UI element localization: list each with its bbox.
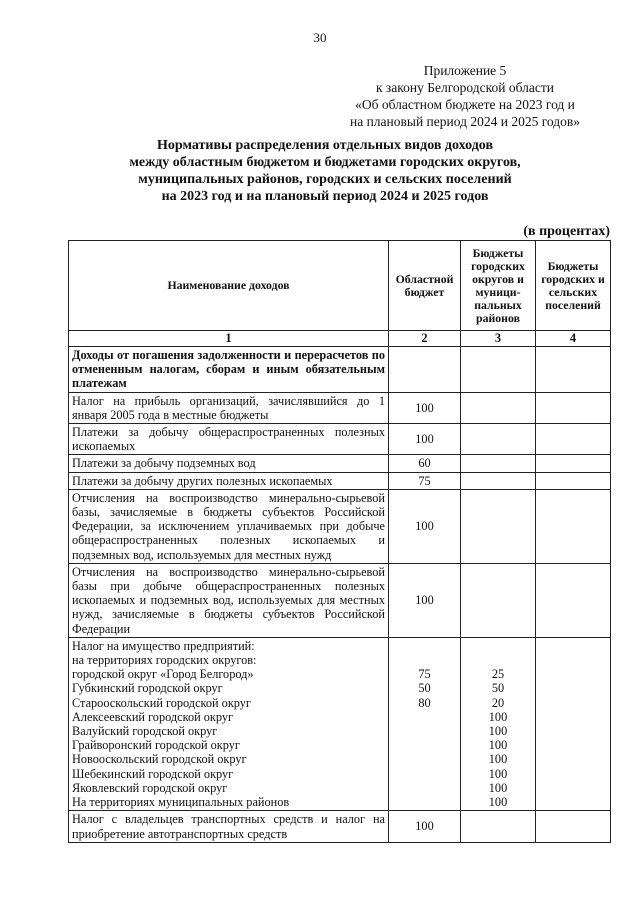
property-tax-value xyxy=(389,653,460,667)
header-row xyxy=(69,241,611,331)
property-tax-value xyxy=(389,710,460,724)
table-row xyxy=(69,811,611,842)
property-tax-value: 80 xyxy=(418,695,431,710)
row-name: Платежи за добычу других полезных ископаемых xyxy=(69,472,389,489)
header-city: Бюджеты городских округов и муници-пальных районов xyxy=(461,241,536,331)
row-city xyxy=(461,472,536,489)
col-number: 1 xyxy=(69,331,389,347)
header-rural: Бюджеты городских и сельских поселений xyxy=(536,241,611,331)
property-tax-line: Налог на имущество предприятий: xyxy=(72,638,255,653)
property-tax-value xyxy=(461,639,535,653)
row-name: Доходы от погашения задолженности и перерасчетов по отмененным налогам, сборам и иным обязательным платежам xyxy=(69,347,389,393)
property-tax-row xyxy=(69,637,611,810)
appendix-line: «Об областном бюджете на 2023 год и xyxy=(355,97,575,112)
property-tax-value: 100 xyxy=(488,766,508,781)
row-regional: 100 xyxy=(389,424,461,455)
appendix-line: к закону Белгородской области xyxy=(376,80,554,95)
table-row xyxy=(69,563,611,637)
row-name: Платежи за добычу общераспространенных полезных ископаемых xyxy=(69,424,389,455)
property-tax-value: 100 xyxy=(488,780,508,795)
row-city xyxy=(461,489,536,563)
appendix-block xyxy=(320,62,610,130)
revenue-distribution-table xyxy=(68,240,611,843)
row-regional: 100 xyxy=(389,489,461,563)
row-rural xyxy=(536,455,611,472)
header-name: Наименование доходов xyxy=(69,241,389,331)
unit-note: (в процентах) xyxy=(523,224,610,239)
property-tax-value: 50 xyxy=(418,681,431,696)
property-tax-line: городской округ «Город Белгород» xyxy=(72,667,254,682)
row-name: Отчисления на воспроизводство минерально-сырьевой базы, зачисляемые в бюджеты субъектов Российской Федерации, за исключением уплачиваемых при добыче общераспространенных полезных ископаемых и подземных вод, используемых для местных нужд xyxy=(69,489,389,563)
row-city xyxy=(461,424,536,455)
property-tax-line: Яковлевский городской округ xyxy=(72,780,228,795)
row-regional: 75 xyxy=(389,472,461,489)
row-rural xyxy=(536,347,611,393)
header-regional: Областной бюджет xyxy=(389,241,461,331)
property-tax-value: 100 xyxy=(488,724,508,739)
property-tax-rural xyxy=(536,637,611,810)
title-line: между областным бюджетом и бюджетами городских округов, xyxy=(129,155,521,170)
row-name: Налог на прибыль организаций, зачислявшийся до 1 января 2005 года в местные бюджеты xyxy=(69,392,389,423)
title-line: Нормативы распределения отдельных видов доходов xyxy=(157,138,493,153)
property-tax-city xyxy=(461,637,536,810)
title-line: муниципальных районов, городских и сельских поселений xyxy=(138,172,512,187)
property-tax-value: 100 xyxy=(488,795,508,810)
property-tax-value xyxy=(389,738,460,752)
table-row xyxy=(69,455,611,472)
page-number: 30 xyxy=(313,30,327,45)
property-tax-line: Шебекинский городской округ xyxy=(72,766,234,781)
document-title xyxy=(60,137,590,205)
col-number: 2 xyxy=(389,331,461,347)
row-regional: 100 xyxy=(389,563,461,637)
property-tax-value: 100 xyxy=(488,709,508,724)
row-city xyxy=(461,563,536,637)
property-tax-value: 20 xyxy=(491,695,505,710)
property-tax-value xyxy=(389,639,460,653)
appendix-line: Приложение 5 xyxy=(423,63,507,78)
row-rural xyxy=(536,489,611,563)
property-tax-value: 75 xyxy=(418,667,431,682)
row-city xyxy=(461,392,536,423)
title-line: на 2023 год и на плановый период 2024 и 2025 годов xyxy=(161,189,489,204)
row-regional: 100 xyxy=(389,392,461,423)
row-rural xyxy=(536,563,611,637)
row-rural xyxy=(536,472,611,489)
property-tax-value xyxy=(389,781,460,795)
table-row xyxy=(69,347,611,393)
row-rural xyxy=(536,811,611,842)
column-number-row xyxy=(69,331,611,347)
row-city xyxy=(461,455,536,472)
property-tax-value: 50 xyxy=(491,681,505,696)
property-tax-regional xyxy=(389,637,461,810)
row-name: Платежи за добычу подземных вод xyxy=(69,455,389,472)
table-row xyxy=(69,489,611,563)
property-tax-line: на территориях городских округов: xyxy=(72,653,257,668)
property-tax-line: Валуйский городской округ xyxy=(72,724,218,739)
property-tax-line: Старооскольский городской округ xyxy=(72,695,251,710)
row-regional xyxy=(389,347,461,393)
property-tax-value xyxy=(389,795,460,809)
property-tax-line: Грайворонский городской округ xyxy=(72,738,240,753)
property-tax-value: 25 xyxy=(491,667,505,682)
row-city xyxy=(461,811,536,842)
col-number: 3 xyxy=(461,331,536,347)
row-name: Отчисления на воспроизводство минерально-сырьевой базы при добыче общераспространенных полезных ископаемых и подземных вод, используемых для местных нужд, зачисляемые в бюджеты субъектов Российской Федерации xyxy=(69,563,389,637)
row-regional: 60 xyxy=(389,455,461,472)
property-tax-value xyxy=(389,724,460,738)
row-rural xyxy=(536,392,611,423)
property-tax-line: Губкинский городской округ xyxy=(72,681,223,696)
appendix-line: на плановый период 2024 и 2025 годов» xyxy=(349,114,580,129)
row-name: Налог с владельцев транспортных средств и налог на приобретение автотранспортных средств xyxy=(69,811,389,842)
row-city xyxy=(461,347,536,393)
property-tax-line: Алексеевский городской округ xyxy=(72,709,234,724)
property-tax-value: 100 xyxy=(488,738,508,753)
property-tax-value xyxy=(461,653,535,667)
table-row xyxy=(69,424,611,455)
row-rural xyxy=(536,424,611,455)
property-tax-names xyxy=(69,637,389,810)
property-tax-line: На территориях муниципальных районов xyxy=(72,795,290,810)
property-tax-value xyxy=(389,767,460,781)
table-row xyxy=(69,472,611,489)
table-row xyxy=(69,392,611,423)
property-tax-line: Новооскольский городской округ xyxy=(72,752,247,767)
property-tax-value: 100 xyxy=(488,752,508,767)
col-number: 4 xyxy=(536,331,611,347)
property-tax-value xyxy=(389,752,460,766)
row-regional: 100 xyxy=(389,811,461,842)
